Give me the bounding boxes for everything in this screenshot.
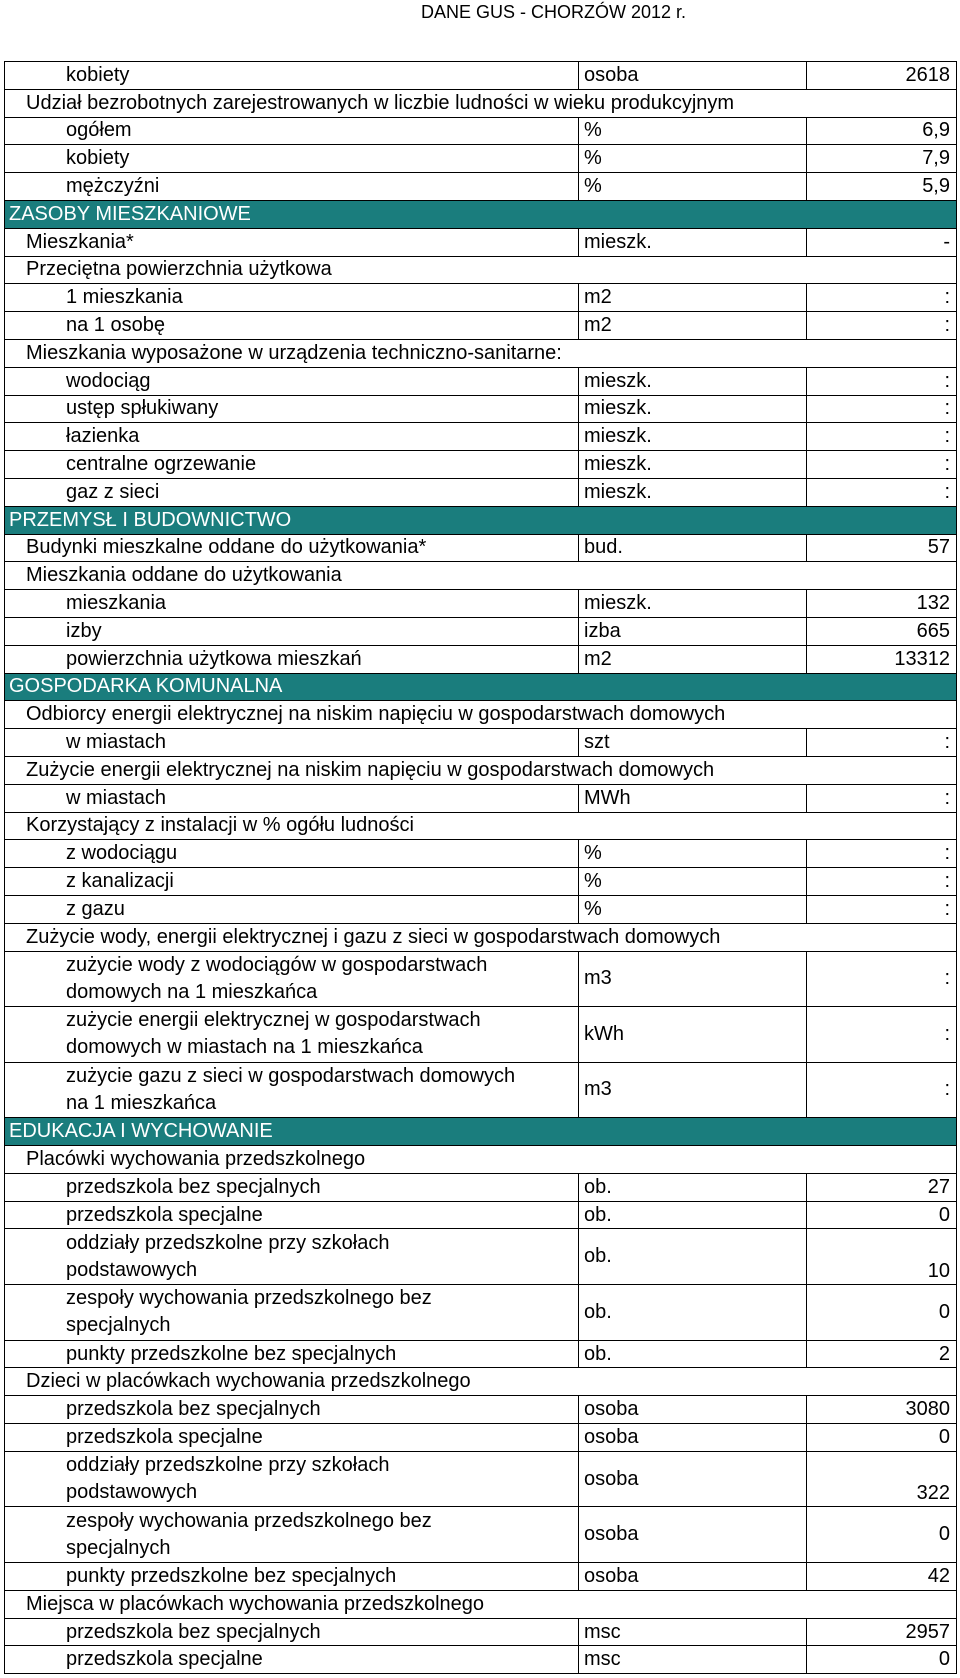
group-header-row <box>5 701 957 729</box>
row-label: przedszkola specjalne <box>5 1646 579 1674</box>
table-row <box>5 590 957 618</box>
row-unit: msc <box>579 1646 807 1674</box>
table-row <box>5 1229 957 1285</box>
table-row <box>5 451 957 479</box>
row-label: w miastach <box>5 729 579 757</box>
group-title: Przeciętna powierzchnia użytkowa <box>5 256 957 284</box>
row-label-line: oddziały przedszkolne przy szkołach <box>66 1454 390 1477</box>
row-label <box>5 951 579 1007</box>
row-label-line: specjalnych <box>66 1536 171 1559</box>
group-title: Udział bezrobotnych zarejestrowanych w liczbie ludności w wieku produkcyjnym <box>5 89 957 117</box>
table-row <box>5 617 957 645</box>
row-unit: m3 <box>579 1062 807 1118</box>
row-unit: ob. <box>579 1201 807 1229</box>
row-value: : <box>807 284 957 312</box>
table-row <box>5 1507 957 1563</box>
group-title: Mieszkania wyposażone w urządzenia techniczno-sanitarne: <box>5 339 957 367</box>
row-unit: osoba <box>579 1451 807 1507</box>
row-unit: m3 <box>579 951 807 1007</box>
row-unit: osoba <box>579 1424 807 1452</box>
row-value: : <box>807 1062 957 1118</box>
table-row <box>5 868 957 896</box>
table-row <box>5 62 957 90</box>
row-label: kobiety <box>5 145 579 173</box>
row-unit: ob. <box>579 1229 807 1285</box>
row-unit: % <box>579 840 807 868</box>
row-unit: mieszk. <box>579 367 807 395</box>
row-label-line: domowych w miastach na 1 mieszkańca <box>66 1036 423 1059</box>
row-label: na 1 osobę <box>5 312 579 340</box>
row-label: z kanalizacji <box>5 868 579 896</box>
row-value: 13312 <box>807 645 957 673</box>
row-label: 1 mieszkania <box>5 284 579 312</box>
row-unit: izba <box>579 617 807 645</box>
row-label: z gazu <box>5 895 579 923</box>
row-label: łazienka <box>5 423 579 451</box>
row-unit: osoba <box>579 1507 807 1563</box>
table-row <box>5 840 957 868</box>
row-label: z wodociągu <box>5 840 579 868</box>
row-value: 10 <box>807 1229 957 1285</box>
row-value: 0 <box>807 1507 957 1563</box>
table-row <box>5 1285 957 1341</box>
row-value: 0 <box>807 1646 957 1674</box>
row-label: gaz z sieci <box>5 478 579 506</box>
row-label: izby <box>5 617 579 645</box>
row-value: : <box>807 451 957 479</box>
table-row <box>5 1062 957 1118</box>
row-label: Budynki mieszkalne oddane do użytkowania* <box>5 534 579 562</box>
group-header-row <box>5 756 957 784</box>
row-label-line: zużycie energii elektrycznej w gospodarstwach <box>66 1009 481 1032</box>
row-value: 2 <box>807 1340 957 1368</box>
table-row <box>5 534 957 562</box>
row-value: : <box>807 395 957 423</box>
row-value: 665 <box>807 617 957 645</box>
group-title: Dzieci w placówkach wychowania przedszkolnego <box>5 1368 957 1396</box>
row-label: w miastach <box>5 784 579 812</box>
row-value: : <box>807 312 957 340</box>
row-value: : <box>807 367 957 395</box>
table-row <box>5 1396 957 1424</box>
row-label: punkty przedszkolne bez specjalnych <box>5 1563 579 1591</box>
table-row <box>5 645 957 673</box>
table-row <box>5 1646 957 1674</box>
row-unit: ob. <box>579 1340 807 1368</box>
group-title: Korzystający z instalacji w % ogółu ludności <box>5 812 957 840</box>
table-row <box>5 951 957 1007</box>
row-label: Mieszkania* <box>5 228 579 256</box>
group-title: Zużycie energii elektrycznej na niskim napięciu w gospodarstwach domowych <box>5 756 957 784</box>
table-row <box>5 423 957 451</box>
row-label: wodociąg <box>5 367 579 395</box>
table-row <box>5 478 957 506</box>
table-row <box>5 117 957 145</box>
row-unit: % <box>579 173 807 201</box>
table-row <box>5 228 957 256</box>
row-unit: osoba <box>579 1563 807 1591</box>
row-value: 7,9 <box>807 145 957 173</box>
row-label: centralne ogrzewanie <box>5 451 579 479</box>
row-label: ustęp spłukiwany <box>5 395 579 423</box>
group-title: Miejsca w placówkach wychowania przedszkolnego <box>5 1590 957 1618</box>
row-label <box>5 1285 579 1341</box>
table-row <box>5 1424 957 1452</box>
row-label: przedszkola bez specjalnych <box>5 1396 579 1424</box>
row-value: - <box>807 228 957 256</box>
row-unit: mieszk. <box>579 590 807 618</box>
document-header: DANE GUS - CHORZÓW 2012 r. <box>420 2 686 22</box>
row-unit: mieszk. <box>579 395 807 423</box>
row-unit: mieszk. <box>579 478 807 506</box>
row-unit: mieszk. <box>579 228 807 256</box>
row-value: 3080 <box>807 1396 957 1424</box>
row-unit: % <box>579 895 807 923</box>
row-value: 5,9 <box>807 173 957 201</box>
row-value: 27 <box>807 1173 957 1201</box>
row-value: 322 <box>807 1451 957 1507</box>
section-title: PRZEMYSŁ I BUDOWNICTWO <box>5 506 957 534</box>
row-label: ogółem <box>5 117 579 145</box>
section-title: GOSPODARKA KOMUNALNA <box>5 673 957 701</box>
row-unit: m2 <box>579 312 807 340</box>
table-row <box>5 1007 957 1063</box>
table-row <box>5 1340 957 1368</box>
row-unit: bud. <box>579 534 807 562</box>
table-row <box>5 312 957 340</box>
row-value: 132 <box>807 590 957 618</box>
row-label <box>5 1229 579 1285</box>
statistics-table <box>4 61 957 1674</box>
row-label: przedszkola bez specjalnych <box>5 1173 579 1201</box>
row-value: : <box>807 840 957 868</box>
group-header-row <box>5 1146 957 1174</box>
section-header-row <box>5 506 957 534</box>
row-value: 42 <box>807 1563 957 1591</box>
row-unit: msc <box>579 1618 807 1646</box>
statistics-table-body <box>5 62 957 1674</box>
row-value: : <box>807 729 957 757</box>
row-unit: kWh <box>579 1007 807 1063</box>
row-value: 0 <box>807 1424 957 1452</box>
row-label: powierzchnia użytkowa mieszkań <box>5 645 579 673</box>
row-label-line: podstawowych <box>66 1481 198 1504</box>
table-row <box>5 1618 957 1646</box>
row-value: : <box>807 423 957 451</box>
section-header-row <box>5 1118 957 1146</box>
row-value: : <box>807 895 957 923</box>
row-value: 6,9 <box>807 117 957 145</box>
row-label: punkty przedszkolne bez specjalnych <box>5 1340 579 1368</box>
group-header-row <box>5 1368 957 1396</box>
table-row <box>5 1563 957 1591</box>
table-row <box>5 895 957 923</box>
group-header-row <box>5 339 957 367</box>
table-row <box>5 1451 957 1507</box>
row-value: : <box>807 784 957 812</box>
table-row <box>5 1201 957 1229</box>
section-header-row <box>5 200 957 228</box>
row-unit: m2 <box>579 645 807 673</box>
row-unit: osoba <box>579 1396 807 1424</box>
table-row <box>5 284 957 312</box>
section-header-row <box>5 673 957 701</box>
row-label-line: zespoły wychowania przedszkolnego bez <box>66 1509 432 1532</box>
row-unit: m2 <box>579 284 807 312</box>
row-unit: % <box>579 145 807 173</box>
row-value: : <box>807 951 957 1007</box>
table-row <box>5 145 957 173</box>
row-label-line: zużycie wody z wodociągów w gospodarstwach <box>66 953 488 976</box>
row-value: : <box>807 1007 957 1063</box>
group-header-row <box>5 562 957 590</box>
group-title: Zużycie wody, energii elektrycznej i gazu z sieci w gospodarstwach domowych <box>5 923 957 951</box>
row-unit: osoba <box>579 62 807 90</box>
row-label-line: na 1 mieszkańca <box>66 1091 217 1114</box>
row-value: : <box>807 478 957 506</box>
row-label-line: zespoły wychowania przedszkolnego bez <box>66 1287 432 1310</box>
row-unit: ob. <box>579 1173 807 1201</box>
row-label: mężczyźni <box>5 173 579 201</box>
row-label: przedszkola specjalne <box>5 1424 579 1452</box>
group-header-row <box>5 923 957 951</box>
table-row <box>5 173 957 201</box>
group-header-row <box>5 1590 957 1618</box>
row-value: 2957 <box>807 1618 957 1646</box>
section-title: EDUKACJA I WYCHOWANIE <box>5 1118 957 1146</box>
row-label-line: oddziały przedszkolne przy szkołach <box>66 1231 390 1254</box>
group-header-row <box>5 812 957 840</box>
row-label: mieszkania <box>5 590 579 618</box>
group-title: Odbiorcy energii elektrycznej na niskim napięciu w gospodarstwach domowych <box>5 701 957 729</box>
row-value: 0 <box>807 1201 957 1229</box>
table-row <box>5 367 957 395</box>
row-unit: % <box>579 117 807 145</box>
row-label: kobiety <box>5 62 579 90</box>
row-value: : <box>807 868 957 896</box>
group-header-row <box>5 89 957 117</box>
row-unit: mieszk. <box>579 423 807 451</box>
table-row <box>5 784 957 812</box>
row-unit: % <box>579 868 807 896</box>
row-label: przedszkola specjalne <box>5 1201 579 1229</box>
row-unit: mieszk. <box>579 451 807 479</box>
table-row <box>5 729 957 757</box>
row-label-line: zużycie gazu z sieci w gospodarstwach domowych <box>66 1064 516 1087</box>
row-label: przedszkola bez specjalnych <box>5 1618 579 1646</box>
row-label-line: domowych na 1 mieszkańca <box>66 980 318 1003</box>
row-label <box>5 1007 579 1063</box>
row-label <box>5 1451 579 1507</box>
group-title: Mieszkania oddane do użytkowania <box>5 562 957 590</box>
row-value: 2618 <box>807 62 957 90</box>
row-unit: szt <box>579 729 807 757</box>
row-label-line: specjalnych <box>66 1314 171 1337</box>
section-title: ZASOBY MIESZKANIOWE <box>5 200 957 228</box>
row-unit: MWh <box>579 784 807 812</box>
row-value: 0 <box>807 1285 957 1341</box>
table-row <box>5 395 957 423</box>
group-header-row <box>5 256 957 284</box>
row-value: 57 <box>807 534 957 562</box>
table-row <box>5 1173 957 1201</box>
row-label-line: podstawowych <box>66 1258 198 1281</box>
row-label <box>5 1062 579 1118</box>
group-title: Placówki wychowania przedszkolnego <box>5 1146 957 1174</box>
row-unit: ob. <box>579 1285 807 1341</box>
row-label <box>5 1507 579 1563</box>
